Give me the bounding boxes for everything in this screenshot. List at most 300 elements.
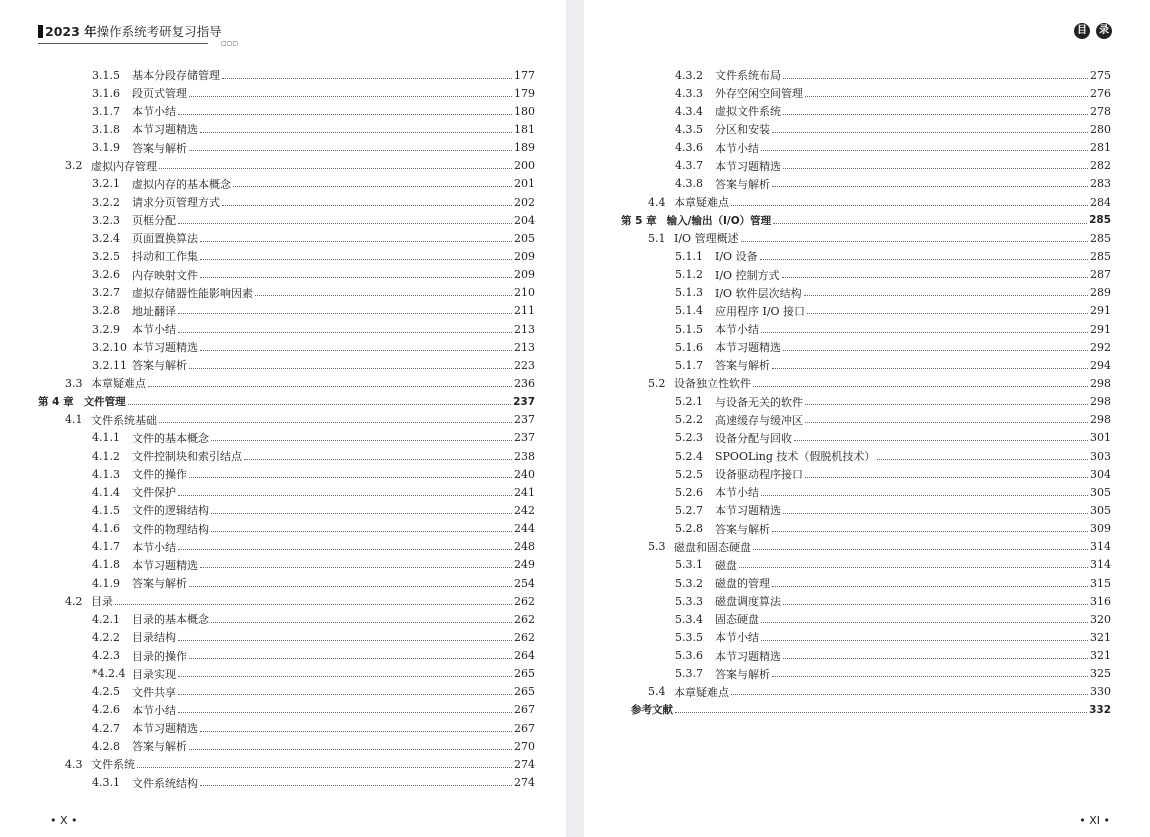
toc-leader-dots — [189, 368, 512, 369]
toc-entry-number: 4.3 — [65, 757, 83, 771]
toc-leader-dots — [189, 477, 512, 478]
toc-entry-title: 目录的操作 — [132, 649, 187, 663]
toc-entry-number: 4.3.6 — [675, 141, 703, 155]
toc-leader-dots — [178, 694, 512, 695]
toc-leader-dots — [805, 404, 1088, 405]
toc-subsection-entry — [621, 610, 1111, 628]
page-number-right: • XI • — [1079, 814, 1110, 827]
toc-entry-number: 3.3 — [65, 376, 83, 390]
toc-leader-dots — [773, 223, 1087, 224]
toc-entry-number: 3.2.4 — [92, 231, 120, 245]
toc-entry-number: *4.2.4 — [92, 667, 126, 681]
toc-subsection-entry — [38, 501, 535, 519]
toc-entry-title: 外存空闲空间管理 — [715, 87, 803, 101]
toc-entry-number: 3.2.10 — [92, 340, 127, 354]
toc-leader-dots — [741, 241, 1088, 242]
toc-entry-title: I/O 管理概述 — [674, 232, 739, 246]
toc-entry-title: 应用程序 I/O 接口 — [715, 304, 806, 318]
toc-entry-title: 答案与解析 — [132, 359, 187, 373]
toc-entry-number: 4.1.7 — [92, 540, 120, 554]
toc-section-entry — [38, 755, 535, 773]
toc-entry-number: 4.3.4 — [675, 104, 703, 118]
toc-entry-number: 5.1.5 — [675, 322, 703, 336]
toc-entry-number: 5.2 — [648, 376, 666, 390]
toc-subsection-entry — [621, 139, 1111, 157]
toc-entry-title: I/O 设备 — [715, 250, 758, 264]
toc-leader-dots — [761, 640, 1088, 641]
toc-leader-dots — [200, 259, 512, 260]
toc-section-entry — [621, 193, 1111, 211]
toc-entry-page: 236 — [514, 376, 535, 390]
toc-leader-dots — [805, 422, 1088, 423]
toc-entry-title: 本章疑难点 — [674, 196, 729, 210]
toc-entry-title: 文件系统布局 — [715, 69, 781, 83]
toc-subsection-entry — [621, 429, 1111, 447]
toc-entry-title: 本节小结 — [132, 105, 176, 119]
toc-entry-page: 180 — [514, 104, 535, 118]
toc-entry-number: 4.2.7 — [92, 721, 120, 735]
toc-subsection-entry — [38, 665, 535, 683]
toc-leader-dots — [189, 586, 512, 587]
toc-entry-number: 5.3.3 — [675, 594, 703, 608]
toc-leader-dots — [783, 168, 1088, 169]
toc-subsection-entry — [38, 193, 535, 211]
toc-subsection-entry — [38, 266, 535, 284]
toc-subsection-entry — [621, 320, 1111, 338]
toc-entry-number: 4.3.5 — [675, 122, 703, 136]
toc-entry-page: 275 — [1090, 68, 1111, 82]
toc-entry-page: 274 — [514, 757, 535, 771]
toc-leader-dots — [189, 96, 512, 97]
toc-leader-dots — [115, 604, 512, 605]
toc-leader-dots — [794, 440, 1088, 441]
right-page — [584, 0, 1150, 837]
toc-subsection-entry — [38, 701, 535, 719]
toc-subsection-entry — [38, 447, 535, 465]
toc-entry-page: 309 — [1090, 522, 1111, 536]
toc-leader-dots — [772, 531, 1088, 532]
toc-leader-dots — [200, 241, 512, 242]
toc-entry-number: 4.1.6 — [92, 522, 120, 536]
toc-subsection-entry — [621, 665, 1111, 683]
toc-entry-title: 请求分页管理方式 — [132, 196, 220, 210]
toc-leader-dots — [753, 549, 1088, 550]
toc-entry-title: 目录实现 — [132, 667, 176, 681]
toc-entry-number: 4.2.8 — [92, 739, 120, 753]
toc-entry-number: 5.3.2 — [675, 576, 703, 590]
toc-entry-number: 第 5 章 — [621, 214, 657, 227]
toc-entry-title: 答案与解析 — [715, 667, 770, 681]
toc-entry-page: 287 — [1090, 268, 1111, 282]
toc-entry-number: 5.2.4 — [675, 449, 703, 463]
toc-section-entry — [621, 538, 1111, 556]
toc-leader-dots — [805, 477, 1088, 478]
toc-subsection-entry — [38, 737, 535, 755]
toc-entry-page: 291 — [1090, 304, 1111, 318]
toc-entry-page: 264 — [514, 649, 535, 663]
toc-entry-page: 270 — [514, 739, 535, 753]
toc-leader-dots — [877, 459, 1088, 460]
toc-leader-dots — [137, 767, 512, 768]
toc-entry-number: 5.1 — [648, 231, 666, 245]
toc-subsection-entry — [621, 556, 1111, 574]
toc-entry-page: 237 — [514, 431, 535, 445]
toc-entry-page: 294 — [1090, 358, 1111, 372]
toc-list-left — [38, 66, 535, 792]
toc-subsection-entry — [621, 483, 1111, 501]
toc-section-entry — [38, 374, 535, 392]
toc-subsection-entry — [621, 574, 1111, 592]
toc-leader-dots — [739, 567, 1088, 568]
toc-entry-title: 文件系统 — [91, 758, 135, 772]
toc-entry-title: 磁盘的管理 — [715, 577, 770, 590]
toc-entry-title: 文件保护 — [132, 486, 176, 500]
toc-leader-dots — [783, 114, 1088, 115]
toc-subsection-entry — [621, 647, 1111, 665]
toc-subsection-entry — [38, 520, 535, 538]
toc-entry-number: 3.2.6 — [92, 268, 120, 282]
toc-entry-page: 285 — [1089, 214, 1111, 227]
toc-entry-page: 298 — [1090, 413, 1111, 427]
toc-entry-title: 文件的逻辑结构 — [132, 504, 209, 518]
toc-subsection-entry — [621, 157, 1111, 175]
toc-entry-page: 241 — [514, 485, 535, 499]
toc-leader-dots — [807, 313, 1088, 314]
toc-entry-title: 目录的基本概念 — [132, 613, 209, 627]
toc-leader-dots — [772, 368, 1088, 369]
toc-entry-number: 4.2.1 — [92, 612, 120, 626]
toc-entry-title: 参考文献 — [631, 704, 673, 717]
toc-chapter-entry — [621, 701, 1111, 719]
toc-entry-number: 5.3 — [648, 540, 666, 554]
toc-entry-page: 330 — [1090, 685, 1111, 699]
toc-entry-title: 本节习题精选 — [715, 649, 781, 663]
toc-leader-dots — [178, 223, 512, 224]
toc-entry-page: 209 — [514, 249, 535, 263]
toc-leader-dots — [783, 658, 1088, 659]
toc-subsection-entry — [621, 102, 1111, 120]
toc-entry-title: 本节习题精选 — [715, 159, 781, 173]
toc-entry-number: 4.1.9 — [92, 576, 120, 590]
toc-entry-number: 3.2.8 — [92, 304, 120, 318]
toc-entry-number: 5.3.5 — [675, 630, 703, 644]
toc-leader-dots — [783, 513, 1088, 514]
toc-entry-number: 4.3.3 — [675, 86, 703, 100]
toc-entry-number: 3.2.11 — [92, 358, 127, 372]
toc-entry-page: 209 — [514, 268, 535, 282]
toc-leader-dots — [222, 78, 512, 79]
toc-subsection-entry — [38, 356, 535, 374]
toc-entry-title: I/O 软件层次结构 — [715, 286, 802, 300]
toc-entry-title: 本节小结 — [132, 703, 176, 717]
toc-subsection-entry — [38, 647, 535, 665]
toc-subsection-entry — [621, 447, 1111, 465]
toc-entry-title: 设备分配与回收 — [715, 431, 792, 445]
toc-entry-page: 238 — [514, 449, 535, 463]
toc-entry-title: 答案与解析 — [132, 141, 187, 155]
toc-entry-page: 274 — [514, 776, 535, 790]
toc-list-right — [621, 66, 1111, 719]
toc-entry-number: 5.1.7 — [675, 358, 703, 372]
toc-entry-page: 211 — [514, 304, 535, 318]
toc-entry-page: 189 — [514, 141, 535, 155]
toc-entry-page: 325 — [1090, 667, 1111, 681]
toc-entry-number: 3.2.3 — [92, 213, 120, 227]
toc-entry-number: 4.1.4 — [92, 485, 120, 499]
toc-subsection-entry — [621, 465, 1111, 483]
toc-entry-title: 文件系统结构 — [132, 776, 198, 790]
toc-entry-page: 321 — [1090, 649, 1111, 663]
toc-section-entry — [38, 157, 535, 175]
toc-subsection-entry — [621, 628, 1111, 646]
toc-subsection-entry — [38, 465, 535, 483]
toc-entry-page: 276 — [1090, 86, 1111, 100]
toc-entry-page: 285 — [1090, 249, 1111, 263]
toc-entry-number: 5.1.4 — [675, 304, 703, 318]
toc-entry-title: 本章疑难点 — [674, 685, 729, 699]
toc-entry-page: 249 — [514, 558, 535, 572]
toc-leader-dots — [148, 386, 512, 387]
header-char-2: 录 — [1096, 23, 1112, 39]
toc-leader-dots — [675, 712, 1087, 713]
toc-entry-title: 本节习题精选 — [132, 722, 198, 736]
toc-subsection-entry — [38, 683, 535, 701]
toc-entry-number: 3.2.2 — [92, 195, 120, 209]
toc-entry-number: 5.3.6 — [675, 649, 703, 663]
toc-entry-title: 本节小结 — [132, 540, 176, 554]
toc-entry-title: 本节小结 — [715, 486, 759, 500]
toc-entry-title: 段页式管理 — [132, 87, 187, 101]
toc-leader-dots — [244, 459, 512, 460]
toc-entry-number: 第 4 章 — [38, 396, 74, 409]
toc-entry-number: 4.4 — [648, 195, 666, 209]
toc-entry-number: 3.2.9 — [92, 322, 120, 336]
toc-entry-page: 179 — [514, 86, 535, 100]
toc-entry-number: 4.1.3 — [92, 467, 120, 481]
toc-subsection-entry — [38, 556, 535, 574]
toc-subsection-entry — [38, 211, 535, 229]
toc-subsection-entry — [38, 610, 535, 628]
toc-subsection-entry — [621, 520, 1111, 538]
toc-entry-page: 278 — [1090, 104, 1111, 118]
toc-entry-number: 5.1.2 — [675, 268, 703, 282]
toc-entry-number: 4.2.5 — [92, 685, 120, 699]
toc-entry-number: 4.1 — [65, 413, 83, 427]
toc-chapter-entry — [38, 393, 535, 411]
toc-subsection-entry — [38, 574, 535, 592]
toc-entry-number: 3.1.5 — [92, 68, 120, 82]
toc-entry-page: 237 — [514, 413, 535, 427]
running-head-right — [1068, 22, 1112, 39]
toc-entry-page: 291 — [1090, 322, 1111, 336]
toc-entry-title: 本节习题精选 — [132, 558, 198, 572]
toc-entry-page: 267 — [514, 703, 535, 717]
toc-entry-page: 305 — [1090, 485, 1111, 499]
toc-entry-title: 本节习题精选 — [715, 341, 781, 355]
toc-entry-title: I/O 控制方式 — [715, 268, 780, 282]
toc-entry-title: 地址翻译 — [132, 304, 176, 318]
toc-entry-page: 305 — [1090, 503, 1111, 517]
toc-entry-number: 5.1.1 — [675, 249, 703, 263]
toc-leader-dots — [783, 350, 1088, 351]
toc-entry-title: 设备独立性软件 — [674, 377, 751, 391]
toc-subsection-entry — [38, 139, 535, 157]
toc-entry-number: 3.2 — [65, 159, 83, 173]
toc-entry-number: 5.2.6 — [675, 485, 703, 499]
toc-entry-number: 3.2.5 — [92, 249, 120, 263]
toc-leader-dots — [200, 277, 512, 278]
running-head — [38, 22, 222, 44]
toc-subsection-entry — [621, 592, 1111, 610]
left-page — [0, 0, 566, 837]
toc-subsection-entry — [38, 538, 535, 556]
toc-leader-dots — [804, 295, 1088, 296]
toc-entry-page: 240 — [514, 467, 535, 481]
toc-entry-title: 磁盘 — [715, 558, 737, 572]
toc-leader-dots — [178, 114, 512, 115]
toc-entry-page: 201 — [514, 177, 535, 191]
toc-entry-title: SPOOLing 技术（假脱机技术） — [715, 450, 876, 464]
toc-entry-title: 答案与解析 — [715, 177, 770, 191]
toc-entry-page: 314 — [1090, 558, 1111, 572]
toc-leader-dots — [178, 332, 512, 333]
toc-leader-dots — [128, 404, 511, 405]
toc-entry-number: 5.2.1 — [675, 395, 703, 409]
toc-entry-title: 文件的基本概念 — [132, 431, 209, 445]
header-title-bold: 2023 年 — [45, 24, 97, 39]
toc-entry-page: 285 — [1090, 231, 1111, 245]
toc-leader-dots — [178, 549, 512, 550]
toc-entry-number: 4.2.3 — [92, 649, 120, 663]
toc-entry-title: 答案与解析 — [715, 359, 770, 373]
toc-entry-title: 本节习题精选 — [715, 504, 781, 518]
toc-entry-number: 4.2.2 — [92, 630, 120, 644]
toc-leader-dots — [211, 440, 512, 441]
toc-entry-title: 虚拟内存管理 — [91, 159, 157, 173]
toc-entry-title: 基本分段存储管理 — [132, 69, 220, 83]
toc-entry-page: 223 — [514, 358, 535, 372]
toc-leader-dots — [200, 132, 512, 133]
toc-subsection-entry — [38, 628, 535, 646]
toc-entry-title: 本节小结 — [132, 323, 176, 337]
header-char-1: 目 — [1074, 23, 1090, 39]
toc-entry-title: 文件控制块和索引结点 — [132, 450, 242, 464]
toc-entry-title: 文件的物理结构 — [132, 522, 209, 536]
toc-entry-page: 284 — [1090, 195, 1111, 209]
toc-entry-page: 265 — [514, 685, 535, 699]
toc-entry-title: 虚拟存储器性能影响因素 — [132, 286, 253, 300]
toc-leader-dots — [178, 640, 512, 641]
toc-entry-page: 244 — [514, 522, 535, 536]
toc-leader-dots — [772, 676, 1088, 677]
toc-entry-page: 181 — [514, 122, 535, 136]
toc-entry-number: 5.1.3 — [675, 286, 703, 300]
toc-entry-title: 本章疑难点 — [91, 377, 146, 391]
toc-subsection-entry — [38, 175, 535, 193]
toc-section-entry — [38, 592, 535, 610]
toc-entry-title: 目录 — [91, 595, 113, 609]
toc-entry-page: 282 — [1090, 159, 1111, 173]
toc-subsection-entry — [621, 284, 1111, 302]
toc-entry-number: 4.3.1 — [92, 776, 120, 790]
toc-leader-dots — [772, 586, 1088, 587]
toc-entry-page: 281 — [1090, 141, 1111, 155]
toc-entry-page: 237 — [513, 395, 535, 408]
toc-entry-number: 5.1.6 — [675, 340, 703, 354]
toc-entry-title: 输入/输出（I/O）管理 — [666, 214, 772, 227]
toc-entry-page: 280 — [1090, 122, 1111, 136]
toc-entry-title: 本节习题精选 — [132, 341, 198, 355]
header-block-mark — [38, 25, 43, 38]
toc-entry-number: 4.3.2 — [675, 68, 703, 82]
toc-leader-dots — [731, 205, 1088, 206]
header-title-rest: 操作系统考研复习指导 — [96, 24, 222, 39]
toc-subsection-entry — [621, 338, 1111, 356]
toc-leader-dots — [772, 132, 1088, 133]
toc-entry-title: 抖动和工作集 — [132, 250, 198, 264]
toc-leader-dots — [783, 604, 1088, 605]
toc-entry-title: 固态硬盘 — [715, 613, 759, 627]
toc-entry-title: 页面置换算法 — [132, 232, 198, 246]
toc-entry-number: 5.3.1 — [675, 558, 703, 572]
toc-entry-number: 4.1.8 — [92, 558, 120, 572]
toc-entry-page: 303 — [1090, 449, 1111, 463]
toc-leader-dots — [200, 785, 512, 786]
toc-entry-title: 磁盘调度算法 — [715, 595, 781, 609]
toc-subsection-entry — [621, 501, 1111, 519]
toc-subsection-entry — [621, 356, 1111, 374]
toc-entry-title: 文件管理 — [83, 396, 126, 409]
toc-entry-page: 202 — [514, 195, 535, 209]
toc-entry-page: 315 — [1090, 576, 1111, 590]
toc-leader-dots — [200, 731, 512, 732]
toc-section-entry — [621, 374, 1111, 392]
toc-entry-page: 265 — [514, 667, 535, 681]
toc-entry-page: 298 — [1090, 376, 1111, 390]
toc-entry-page: 321 — [1090, 630, 1111, 644]
toc-entry-title: 目录结构 — [132, 631, 176, 645]
toc-leader-dots — [200, 350, 512, 351]
toc-entry-title: 答案与解析 — [715, 522, 770, 536]
toc-entry-title: 本节小结 — [715, 631, 759, 645]
toc-entry-title: 设备驱动程序接口 — [715, 468, 803, 482]
toc-entry-title: 分区和安装 — [715, 123, 770, 137]
toc-subsection-entry — [38, 284, 535, 302]
toc-section-entry — [621, 683, 1111, 701]
toc-leader-dots — [178, 676, 512, 677]
toc-entry-number: 5.2.5 — [675, 467, 703, 481]
toc-entry-number: 5.3.7 — [675, 667, 703, 681]
toc-entry-title: 文件系统基础 — [91, 413, 157, 427]
toc-subsection-entry — [621, 266, 1111, 284]
toc-entry-page: 262 — [514, 594, 535, 608]
toc-entry-number: 3.2.7 — [92, 286, 120, 300]
toc-entry-page: 314 — [1090, 540, 1111, 554]
toc-entry-page: 254 — [514, 576, 535, 590]
toc-entry-title: 页框分配 — [132, 214, 176, 228]
toc-entry-page: 177 — [514, 68, 535, 82]
toc-subsection-entry — [38, 429, 535, 447]
toc-leader-dots — [222, 205, 512, 206]
toc-entry-number: 4.1.1 — [92, 431, 120, 445]
toc-entry-page: 213 — [514, 322, 535, 336]
toc-entry-number: 3.1.9 — [92, 141, 120, 155]
toc-entry-title: 磁盘和固态硬盘 — [674, 540, 751, 554]
toc-leader-dots — [189, 150, 512, 151]
toc-entry-number: 4.3.7 — [675, 159, 703, 173]
toc-entry-page: 213 — [514, 340, 535, 354]
toc-entry-title: 本节习题精选 — [132, 123, 198, 137]
